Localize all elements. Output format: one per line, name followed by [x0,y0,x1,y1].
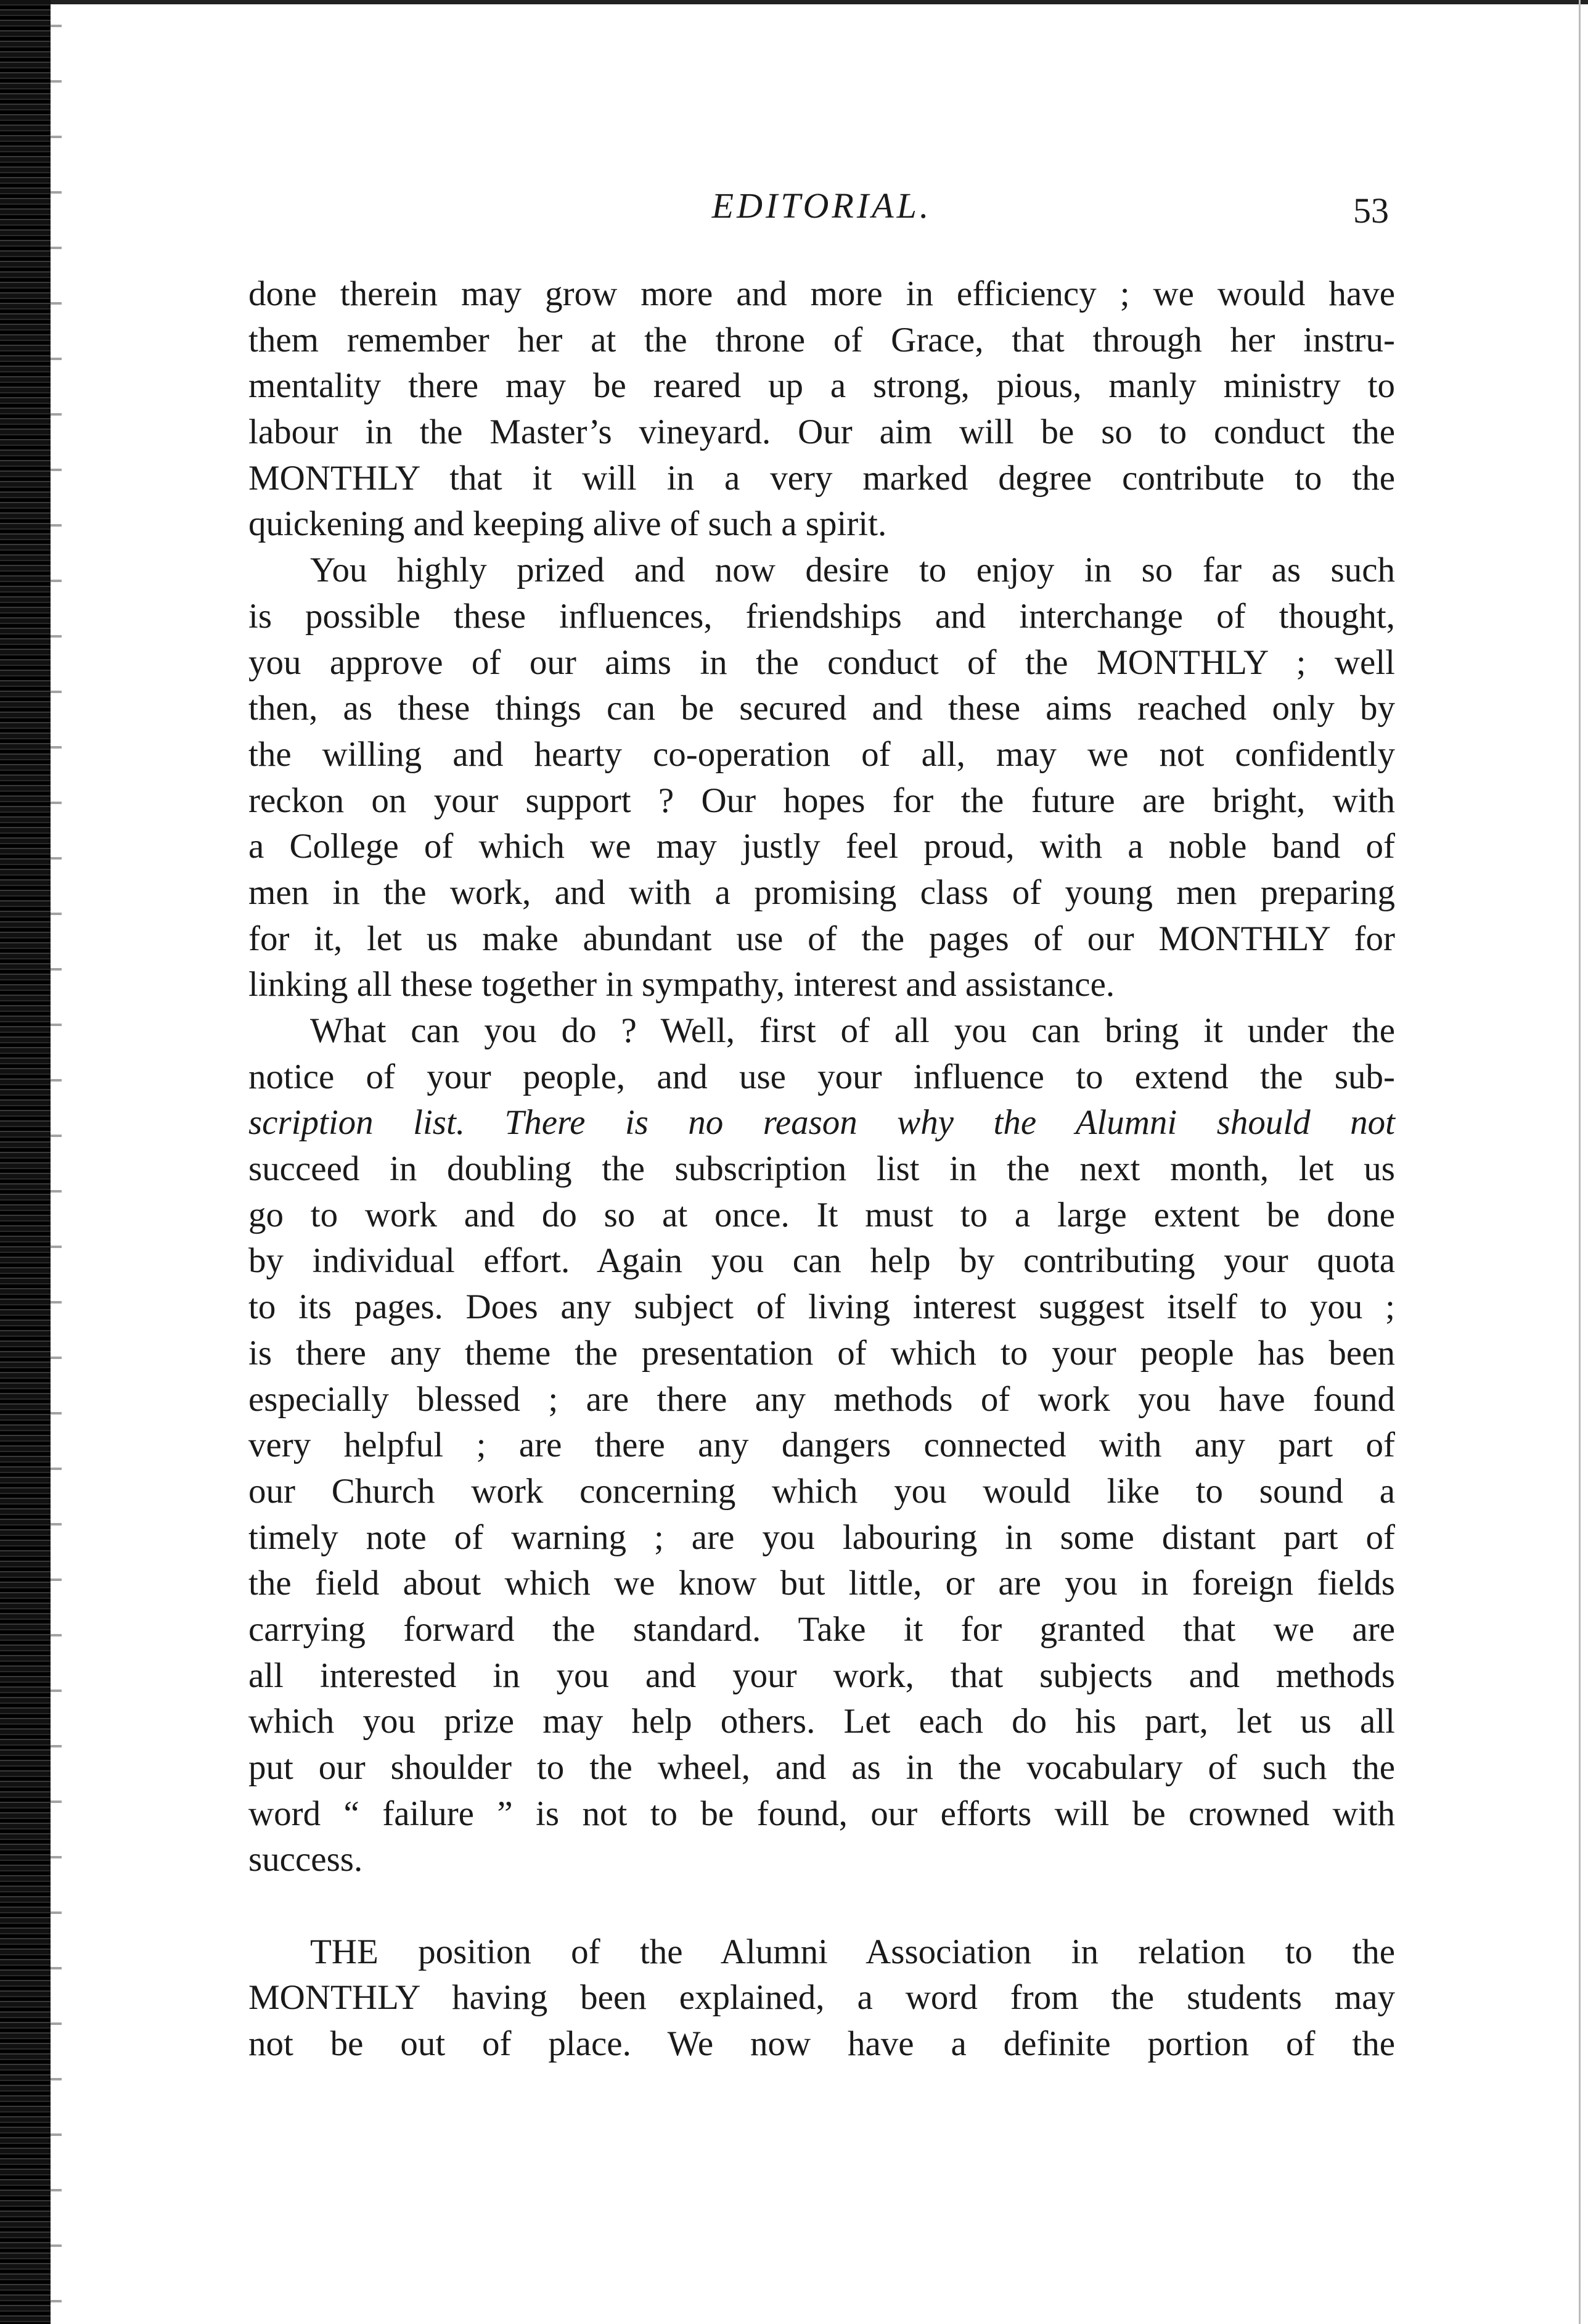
text-line: to its pages. Does any subject of living interest suggest itself to you ; [248,1287,1395,1327]
text-line: labour in the Master’s vineyard. Our aim will be so to conduct the [248,413,1395,452]
text-line: is possible these influences, friendships and interchange of thought, [248,596,1395,636]
text-line: mentality there may be reared up a strong, pious, manly ministry to [248,366,1395,406]
text-line: timely note of warning ; are you labouring in some distant part of [248,1517,1395,1557]
text-line: What can you do ? Well, first of all you can bring it under the [310,1011,1395,1050]
text-line: not be out of place. We now have a definite portion of the [248,2024,1395,2064]
paragraph-3 [248,1008,1395,1883]
text-line: linking all these together in sympathy, interest and assistance. [248,965,1115,1004]
body-text [248,271,1395,2067]
scan-right-edge [1579,0,1581,2324]
text-line: reckon on your support ? Our hopes for the future are bright, with [248,781,1395,820]
text-line: you approve of our aims in the conduct of the MONTHLY ; well [248,643,1395,682]
text-line: the field about which we know but little, or are you in foreign fields [248,1564,1395,1603]
text-line: then, as these things can be secured and these aims reached only by [248,689,1395,728]
text-line: by individual effort. Again you can help by contributing your quota [248,1241,1395,1281]
text-line: especially blessed ; are there any methods of work you have found [248,1379,1395,1419]
text-line: word “ failure ” is not to be found, our efforts will be crowned with [248,1794,1395,1833]
text-line: the willing and hearty co-operation of all, may we not confidently [248,734,1395,774]
text-line: THE position of the Alumni Association in relation to the [310,1932,1395,1971]
scan-top-edge [0,0,1588,4]
text-line: MONTHLY that it will in a very marked degree contribute to the [248,458,1395,498]
text-line: scription list. There is no reason why the Alumni should not [248,1103,1395,1143]
text-line: a College of which we may justly feel proud, with a noble band of [248,827,1395,866]
page-number: 53 [1353,191,1389,231]
text-line: is there any theme the presentation of which to your people has been [248,1333,1395,1373]
paragraph-4 [248,1929,1395,2067]
text-line: all interested in you and your work, that subjects and methods [248,1656,1395,1695]
text-line: succeed in doubling the subscription list in the next month, let us [248,1149,1395,1189]
text-line: MONTHLY having been explained, a word from the students may [248,1978,1395,2018]
text-line: go to work and do so at once. It must to a large extent be done [248,1195,1395,1234]
scan-binding-edge [0,0,51,2324]
text-line: put our shoulder to the wheel, and as in the vocabulary of such the [248,1748,1395,1787]
text-line: notice of your people, and use your influence to extend the sub- [248,1057,1395,1096]
text-line: for it, let us make abundant use of the pages of our MONTHLY for [248,919,1395,958]
paragraph-1 [248,271,1395,548]
text-line: quickening and keeping alive of such a spirit. [248,504,887,544]
page-header [248,185,1395,234]
text-line: men in the work, and with a promising class of young men preparing [248,873,1395,912]
paragraph-2 [248,548,1395,1008]
text-line: which you prize may help others. Let each do his part, let us all [248,1702,1395,1741]
text-line: them remember her at the throne of Grace, that through her instru- [248,320,1395,359]
text-line: success. [248,1840,363,1879]
text-line: carrying forward the standard. Take it for granted that we are [248,1609,1395,1649]
text-line: very helpful ; are there any dangers connected with any part of [248,1426,1395,1465]
text-line: done therein may grow more and more in efficiency ; we would have [248,274,1395,313]
running-head: EDITORIAL. [711,186,932,226]
section-break [248,1883,1395,1929]
text-line: our Church work concerning which you would like to sound a [248,1471,1395,1511]
text-line: You highly prized and now desire to enjoy in so far as such [310,551,1395,590]
